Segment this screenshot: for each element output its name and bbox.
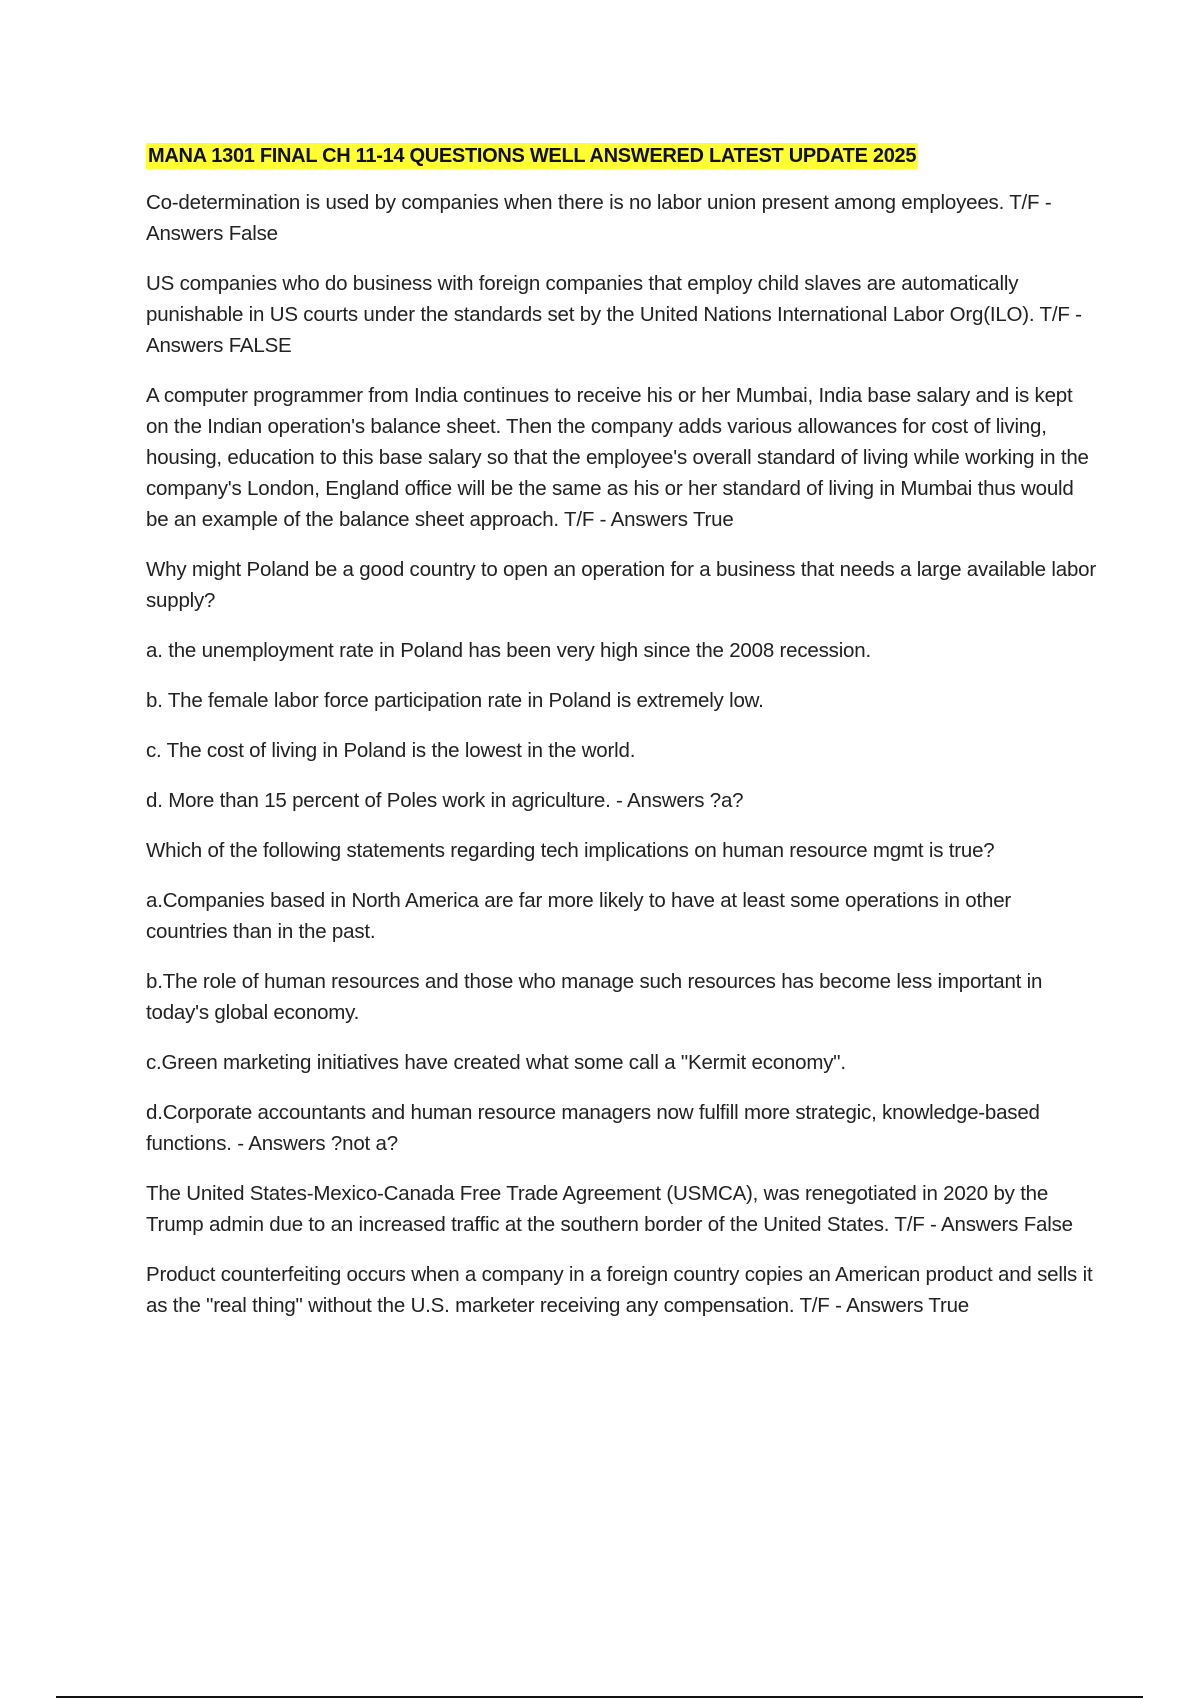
paragraph-usmca: The United States-Mexico-Canada Free Trade Agreement (USMCA), was renegotiated in 2020 by the Trump admin due to an increased traffic at the southern border of the United States. T/F - Answers False	[146, 1182, 1073, 1236]
paragraph-counterfeiting: Product counterfeiting occurs when a company in a foreign country copies an American product and sells it as the "real thing" without the U.S. marketer receiving any compensation. T/F - Answers True	[146, 1263, 1093, 1317]
question-tech-implications: Which of the following statements regarding tech implications on human resource mgmt is true?	[146, 839, 995, 862]
footer-rule	[56, 1696, 1143, 1698]
paragraph-balance-sheet: A computer programmer from India continues to receive his or her Mumbai, India base salary and is kept on the Indian operation's balance sheet. Then the company adds various allowances for cost of living, housing, education to this base salary so that the employee's overall standard of living while working in the company's London, England office will be the same as his or her standard of living in Mumbai thus would be an example of the balance sheet approach. T/F - Answers True	[146, 384, 1089, 531]
option-poland-c: c. The cost of living in Poland is the lowest in the world.	[146, 739, 636, 762]
paragraph-codetermination: Co-determination is used by companies when there is no labor union present among employees. T/F - Answers False	[146, 191, 1052, 245]
document-title: MANA 1301 FINAL CH 11-14 QUESTIONS WELL ANSWERED LATEST UPDATE 2025	[148, 145, 917, 167]
option-poland-a: a. the unemployment rate in Poland has been very high since the 2008 recession.	[146, 639, 871, 662]
option-tech-c: c.Green marketing initiatives have created what some call a "Kermit economy".	[146, 1051, 846, 1074]
paragraph-child-slaves: US companies who do business with foreign companies that employ child slaves are automatically punishable in US courts under the standards set by the United Nations International Labor Org(ILO). T/F - Answers FALSE	[146, 272, 1082, 357]
option-poland-b: b. The female labor force participation rate in Poland is extremely low.	[146, 689, 764, 712]
question-poland: Why might Poland be a good country to open an operation for a business that needs a large available labor supply?	[146, 558, 1096, 612]
option-tech-d: d.Corporate accountants and human resource managers now fulfill more strategic, knowledge-based functions. - Answers ?not a?	[146, 1101, 1040, 1155]
option-tech-b: b.The role of human resources and those who manage such resources has become less important in today's global economy.	[146, 970, 1043, 1024]
option-tech-a: a.Companies based in North America are far more likely to have at least some operations in other countries than in the past.	[146, 889, 1012, 943]
option-poland-d: d. More than 15 percent of Poles work in agriculture. - Answers ?a?	[146, 789, 744, 812]
document-body	[146, 143, 1096, 1340]
